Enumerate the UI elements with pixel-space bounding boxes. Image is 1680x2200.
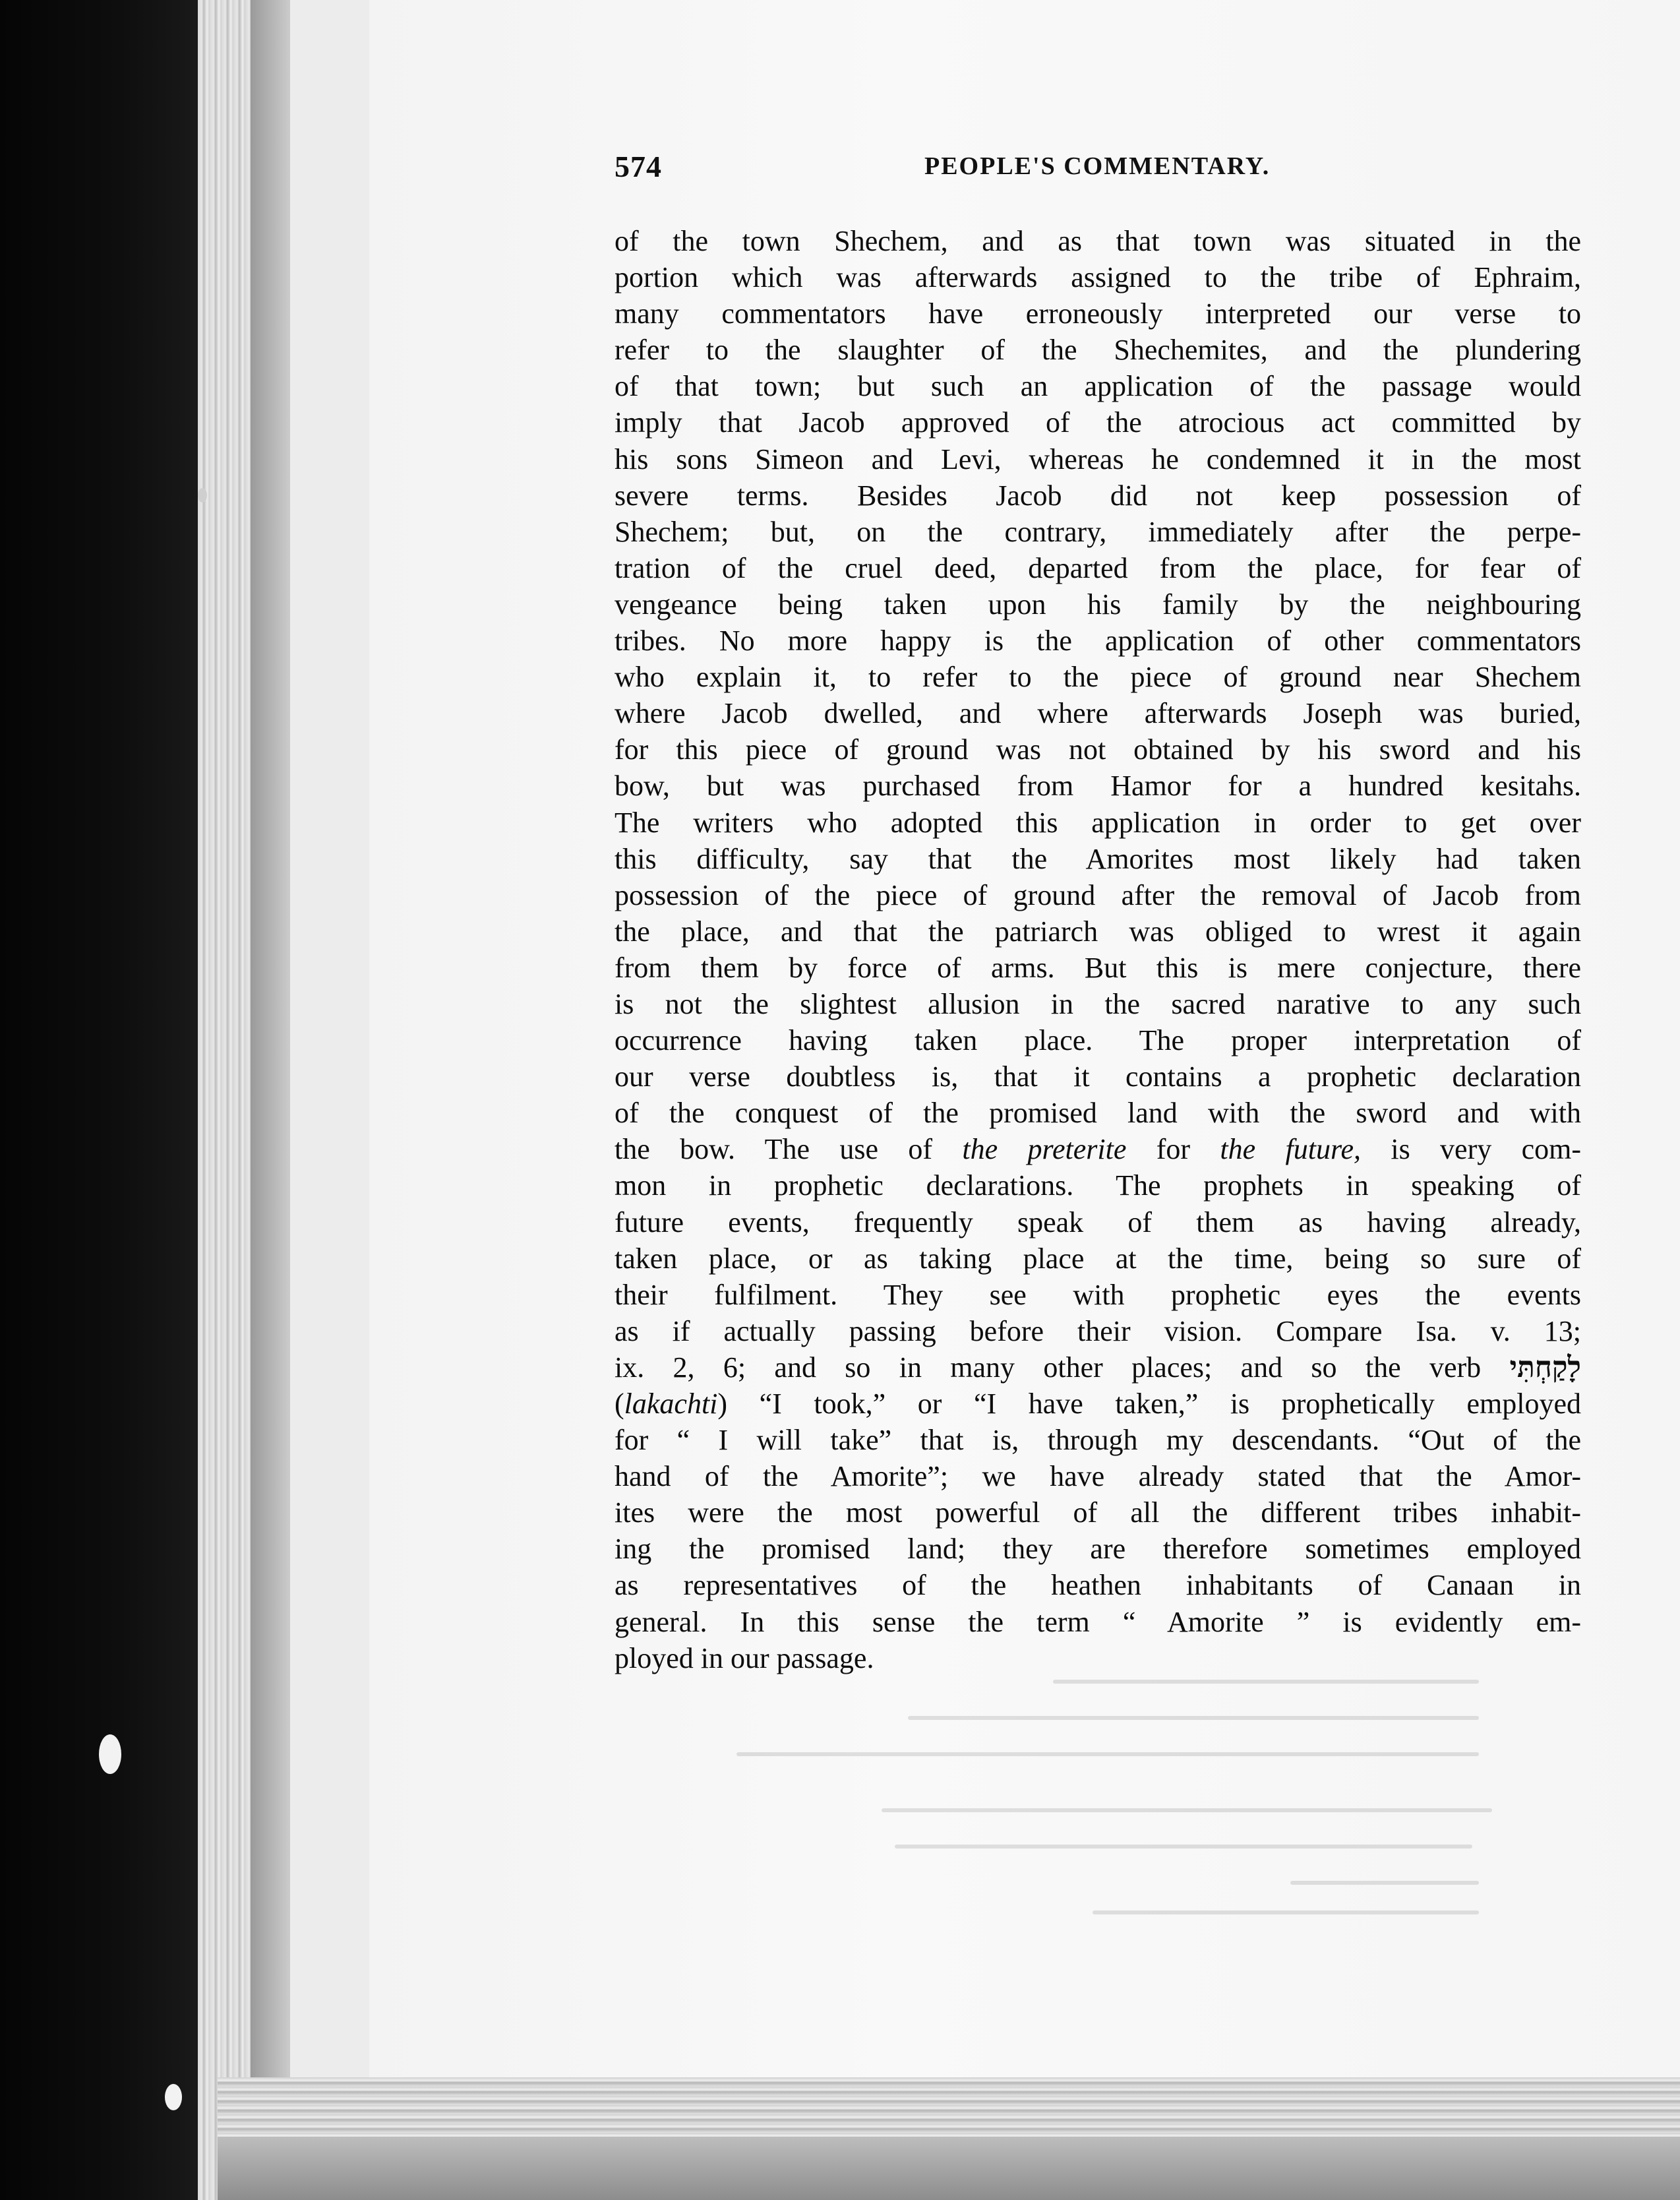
italic-term-preterite: the preterite: [962, 1133, 1127, 1166]
text-line: Shechem; but, on the contrary, immediately after the perpe-: [615, 515, 1581, 548]
text-line: tration of the cruel deed, departed from the place, for fear of: [615, 551, 1581, 584]
text-line-hebrew: [615, 1349, 1581, 1386]
line-fragment: the bow. The use of: [615, 1133, 963, 1166]
hebrew-word-lakachti: לָקַחְתִּי: [1509, 1350, 1581, 1384]
text-line: his sons Simeon and Levi, whereas he condemned it in the most: [615, 443, 1581, 475]
text-line: The writers who adopted this application in order to get over: [615, 806, 1581, 839]
italic-term-future: the future,: [1220, 1133, 1361, 1166]
bleed-through-marks: [712, 1668, 1516, 1919]
text-line: of the town Shechem, and as that town was situated in the: [615, 225, 1581, 257]
text-line: imply that Jacob approved of the atrocious act committed by: [615, 406, 1581, 439]
running-header: [615, 149, 1577, 189]
text-line: portion which was afterwards assigned to the tribe of Ephraim,: [615, 261, 1581, 294]
text-line-last: ployed in our passage.: [615, 1641, 874, 1674]
scan-speck: [198, 488, 207, 503]
text-line: taken place, or as taking place at the time, being so sure of: [615, 1242, 1581, 1275]
text-line: ing the promised land; they are therefore sometimes employed: [615, 1533, 1581, 1566]
text-line: this difficulty, say that the Amorites most likely had taken: [615, 842, 1581, 875]
text-line: as if actually passing before their vision. Compare Isa. v. 13;: [615, 1314, 1581, 1347]
line-fragment: is very com-: [1361, 1133, 1582, 1166]
text-line: many commentators have erroneously interpreted our verse to: [615, 297, 1581, 330]
text-line: as representatives of the heathen inhabitants of Canaan in: [615, 1569, 1581, 1602]
text-line: for “ I will take” that is, through my descendants. “Out of the: [615, 1424, 1581, 1457]
body-text: [615, 223, 1581, 1676]
text-line: mon in prophetic declarations. The prophets in speaking of: [615, 1169, 1581, 1202]
line-fragment: ix. 2, 6; and so in many other places; and so the verb: [615, 1351, 1510, 1384]
text-line: for this piece of ground was not obtained by his sword and his: [615, 733, 1581, 766]
text-line: who explain it, to refer to the piece of ground near Shechem: [615, 661, 1581, 694]
text-line: where Jacob dwelled, and where afterwards Joseph was buried,: [615, 697, 1581, 730]
text-line: hand of the Amorite”; we have already stated that the Amor-: [615, 1460, 1581, 1493]
text-line: bow, but was purchased from Hamor for a hundred kesitahs.: [615, 770, 1581, 803]
text-line: the place, and that the patriarch was obliged to wrest it again: [615, 915, 1581, 948]
text-line: future events, frequently speak of them as having already,: [615, 1206, 1581, 1238]
text-line-italics: [615, 1131, 1581, 1167]
text-line: of the conquest of the promised land with the sword and with: [615, 1097, 1581, 1130]
text-line: their fulfilment. They see with prophetic eyes the events: [615, 1278, 1581, 1311]
text-line: severe terms. Besides Jacob did not keep possession of: [615, 479, 1581, 512]
text-line: possession of the piece of ground after the removal of Jacob from: [615, 878, 1581, 911]
text-line: ites were the most powerful of all the different tribes inhabit-: [615, 1496, 1581, 1529]
text-line: occurrence having taken place. The proper interpretation of: [615, 1024, 1581, 1057]
text-line: is not the slightest allusion in the sacred narative to any such: [615, 987, 1581, 1020]
text-line: of that town; but such an application of the passage would: [615, 370, 1581, 403]
line-fragment: for: [1126, 1133, 1220, 1166]
text-line-transliteration: [615, 1386, 1581, 1422]
scan-speck: [165, 2084, 182, 2110]
text-line: from them by force of arms. But this is mere conjecture, there: [615, 951, 1581, 984]
italic-transliteration: lakachti: [624, 1388, 718, 1420]
scanner-bed-edge: [0, 0, 218, 2200]
running-title: PEOPLE'S COMMENTARY.: [924, 152, 1271, 180]
bottom-shadow: [218, 2137, 1680, 2200]
text-line: our verse doubtless is, that it contains a prophetic declaration: [615, 1060, 1581, 1093]
page-number: 574: [615, 150, 662, 183]
text-line: general. In this sense the term “ Amorite ” is evidently em-: [615, 1605, 1581, 1638]
line-fragment: ) “I took,” or “I have taken,” is prophetically employed: [717, 1388, 1581, 1420]
text-line: tribes. No more happy is the application of other commentators: [615, 625, 1581, 657]
text-line: refer to the slaughter of the Shechemites, and the plundering: [615, 334, 1581, 367]
line-fragment: (: [615, 1388, 624, 1420]
scan-speck: [99, 1734, 121, 1774]
text-line: vengeance being taken upon his family by the neighbouring: [615, 588, 1581, 621]
